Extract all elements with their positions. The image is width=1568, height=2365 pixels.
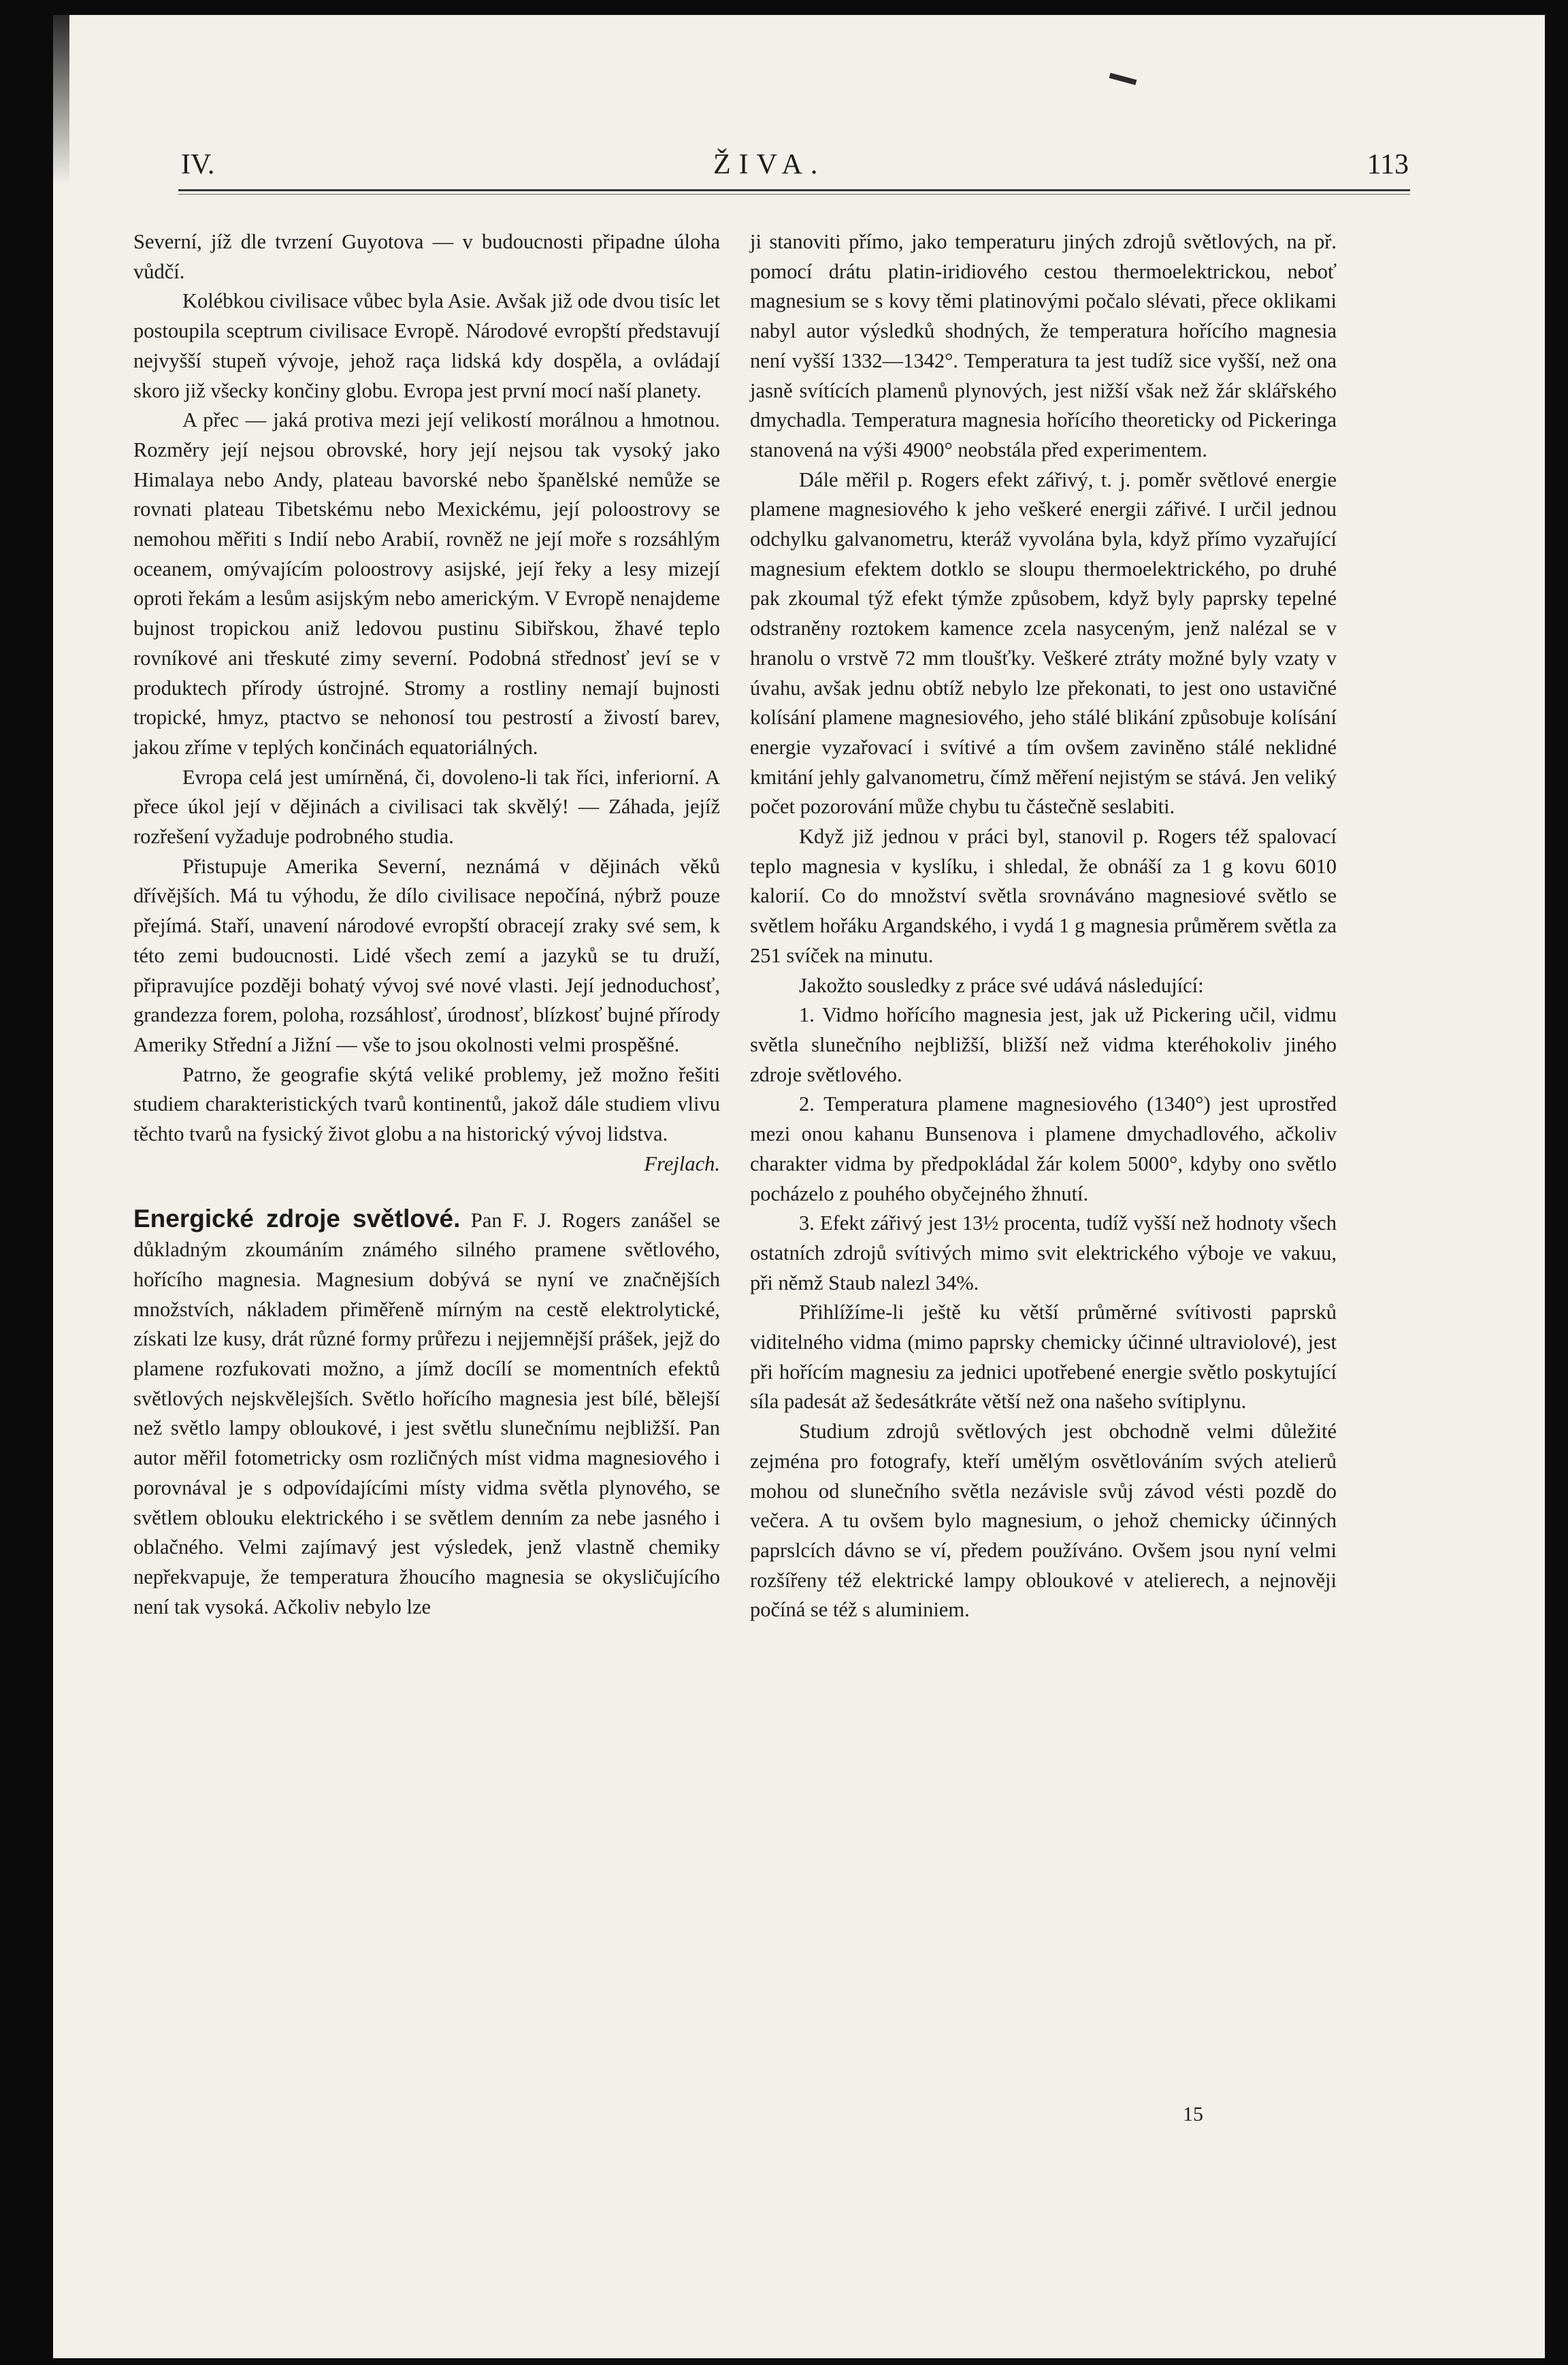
ink-mark: [1109, 73, 1137, 85]
scan-edge-shadow: [53, 15, 69, 185]
right-column: [750, 227, 1337, 1625]
paragraph: Jakožto sousledky z práce své udává následující:: [799, 973, 1204, 997]
paragraph: 3. Efekt zářivý jest 13½ procenta, tudíž vyšší než hodnoty všech ostatních zdrojů svítivých mimo svit elektrického výboje ve vakuu, při němž Staub nalezl 34%.: [750, 1211, 1337, 1294]
page-number: 113: [1367, 149, 1409, 180]
paragraph: 1. Vidmo hořícího magnesia jest, jak už Pickering učil, vidmu světla slunečního nejbližší, bližší než vidma kteréhokoliv jiného zdroje světlového.: [750, 1003, 1337, 1086]
paragraph: Evropa celá jest umírněná, či, dovoleno-li tak říci, inferiorní. A přece úkol její v dějinách a civilisaci tak skvělý! — Záhada, jejíž rozřešení vyžaduje podrobného studia.: [133, 765, 720, 849]
section-title: Energické zdroje světlové.: [133, 1204, 461, 1233]
paragraph: Patrno, že geografie skýtá veliké problemy, jež možno řešiti studiem charakteristických tvarů kontinentů, jakož dále studiem vlivu těchto tvarů na fysický život globu a na historický vývoj lidstva.: [133, 1062, 720, 1146]
paragraph: ji stanoviti přímo, jako temperaturu jiných zdrojů světlových, na př. pomocí drátu platin-iridiového cestou thermoelektrickou, neboť magnesium se s kovy těmi platinovými počalo slévati, přece oklikami nabyl autor výsledků shodných, že temperatura hořícího magnesia není vyšší 1332—1342°. Temperatura ta jest tudíž sice vyšší, než ona jasně svítících plamenů plynových, jest nižší však než žár sklářského dmychadla. Temperatura magnesia hořícího theoreticky od Pickeringa stanovená na výši 4900° neobstála před experimentem.: [750, 230, 1337, 461]
page: [53, 15, 1545, 2358]
paragraph: Kolébkou civilisace vůbec byla Asie. Avšak již ode dvou tisíc let postoupila sceptrum civilisace Evropě. Národové evropští představují nejvyšší stupeň vývoje, jehož raça lidská kdy dospěla, a ovládají skoro již všecky končiny globu. Evropa jest první mocí naší planety.: [133, 289, 720, 402]
paragraph: Studium zdrojů světlových jest obchodně velmi důležité zejména pro fotografy, kteří umělým osvětlováním svých atelierů mohou od slunečního světla nezávisle svůj závod vésti pozdě do večera. A tu ovšem bylo magnesium, o jehož chemicky účinných paprslcích dávno se ví, předem používáno. Ovšem jsou nyní velmi rozšířeny též elektrické lampy obloukové v atelierech, a nejnověji počíná se též s aluminiem.: [750, 1420, 1337, 1622]
journal-title: ŽIVA.: [713, 149, 826, 180]
author-signature: Frejlach.: [644, 1152, 720, 1175]
paragraph: Dále měřil p. Rogers efekt zářivý, t. j. poměr světlové energie plamene magnesiového k jeho veškeré energii zářivé. I určil jednou odchylku galvanometru, kteráž vyvolána byla, když přímo vyzařující magnesium efektem dotklo se sloupu thermoelektrického, po druhé pak zkoumal týž efekt týmže způsobem, když byly paprsky tepelné odstraněny roztokem kamence zcela nasyceným, jenž nalézal se v hranolu o vrstvě 72 mm tloušťky. Veškeré ztráty možné byly vzaty v úvahu, avšak jednu obtíž nebylo lze překonati, to jest ono ustavičné kolísání plamene magnesiového, jeho stálé blikání způsobuje kolísání energie vyzařovací i svítivé a tím ovšem zaviněno stálé neklidné kmitání jehly galvanometru, čímž měření nejistým se stává. Jen veliký počet pozorování může chybu tu částečně seslabiti.: [750, 468, 1337, 819]
section-intro: Pan F. J. Rogers zanášel se důkladným zkoumáním známého silného pramene světlového, hořícího magnesia. Magnesium dobývá se nyní ve značnějších množstvích, nákladem přiměřeně mírným na cestě elektrolytické, získati lze kusy, drát různé formy průřezu i nejjemnější prášek, jejž do plamene rozfukovati možno, a jímž docílí se momentních efektů světlových nejskvělejších. Světlo hořícího magnesia jest bílé, bělejší než světlo lampy obloukové, i jest světlu slunečnímu nejbližší. Pan autor měřil fotometricky osm rozličných míst vidma magnesiového i porovnával je s odpovídajícími místy vidma světla plynového, se světlem oblouku elektrického i se světlem denním za nebe jasného i oblačného. Velmi zajímavý jest výsledek, jenž vlastně chemiky nepřekvapuje, že temperatura žhoucího magnesia se okysličujícího není tak vysoká. Ačkoliv nebylo lze: [133, 1208, 721, 1618]
paragraph: 2. Temperatura plamene magnesiového (1340°) jest uprostřed mezi onou kahanu Bunsenova i plamene dmychadlového, ačkoliv charakter vidma by předpokládal žár kolem 5000°, kdyby ono světlo pocházelo z pouhého obyčejného žhnutí.: [750, 1092, 1337, 1205]
paragraph: Přistupuje Amerika Severní, neznámá v dějinách věků dřívějších. Má tu výhodu, že dílo civilisace nepočíná, nýbrž pouze přejímá. Staří, unavení národové evropští obracejí zraky své sem, k této zemi budoucnosti. Lidé všech zemí a jazyků se tu druží, připravujíce později bohatý vývoj své nové vlasti. Její jednoduchosť, grandezza forem, poloha, rozsáhlosť, úrodnosť, blízkosť bujné přírody Ameriky Střední a Jižní — vše to jsou okolnosti velmi prospěšné.: [133, 854, 720, 1056]
header-rule: [178, 189, 1410, 191]
header-rule-thin: [178, 194, 1410, 195]
paragraph: Severní, jíž dle tvrzení Guyotova — v budoucnosti připadne úloha vůdčí.: [133, 230, 720, 283]
running-header: [181, 142, 1409, 189]
section-paragraph: [133, 1204, 720, 1622]
paragraph: Přihlížíme-li ještě ku větší průměrné svítivosti paprsků viditelného vidma (mimo paprsky chemicky účinné ultraviolové), jest při hořícím magnesiu za jednici upotřebené energie světlo poskytující síla padesát až šedesátkráte větší než ona našeho svítiplynu.: [750, 1301, 1337, 1414]
printer-signature-mark: 15: [1183, 2103, 1203, 2125]
paragraph: A přec — jaká protiva mezi její velikostí morálnou a hmotnou. Rozměry její nejsou obrovské, hory její nejsou tak vysoký jako Himalaya nebo Andy, plateau bavorské nebo španělské nemůže se rovnati plateau Tibetskému nebo Mexickému, její poloostrovy se nemohou měřiti s Indií nebo Arabií, rovněž ne její moře s rozsáhlým oceanem, omývajícím poloostrovy asijské, její řeky a lesy mizejí oproti řekám a lesům asijským nebo americkým. V Evropě nenajdeme bujnost tropickou aniž ledovou pustinu Sibiřskou, žhavé teplo rovníkové ani třeskuté zimy severní. Podobná střednosť jeví se v produktech přírody ústrojné. Stromy a rostliny nemají bujnosti tropické, hmyz, ptactvo se nehonosí tou pestrostí a živostí barev, jakou zříme v teplých končinách equatoriálných.: [133, 408, 720, 759]
volume-number: IV.: [181, 149, 215, 180]
left-column: [133, 227, 720, 1622]
paragraph: Když již jednou v práci byl, stanovil p. Rogers též spalovací teplo magnesia v kyslíku, i shledal, že obnáší za 1 g kovu 6010 kalorií. Co do množství světla srovnáváno magnesiové světlo se světlem hořáku Argandského, i vydá 1 g magnesia průměrem světla za 251 svíček na minutu.: [750, 825, 1337, 967]
